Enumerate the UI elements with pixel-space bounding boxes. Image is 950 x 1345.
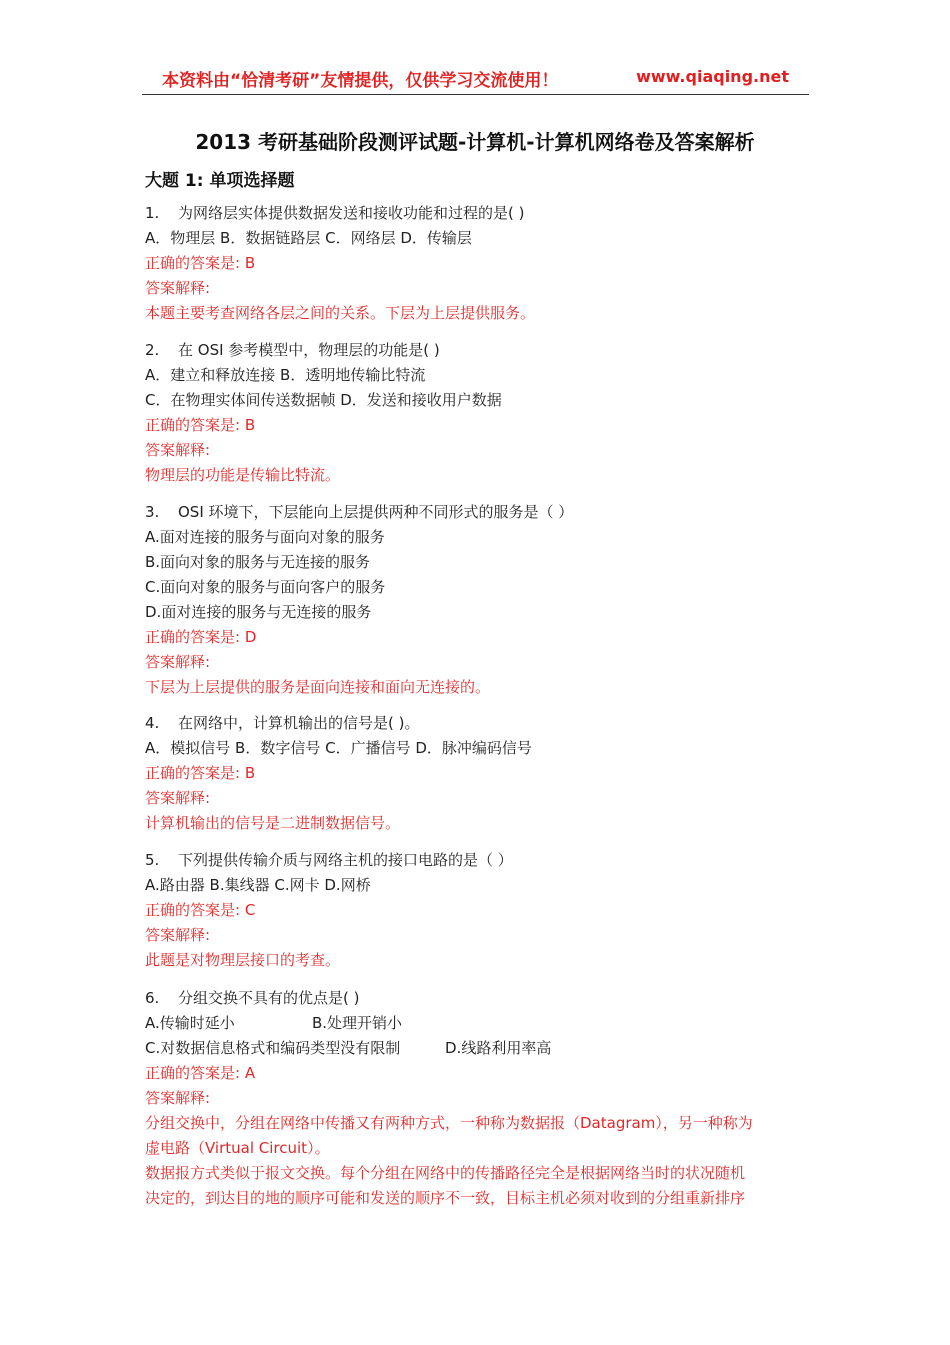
document-title: 2013 考研基础阶段测评试题-计算机-计算机网络卷及答案解析 [195,130,755,154]
explanation-label: 答案解释: [145,279,211,297]
correct-answer: 正确的答案是: B [145,764,256,782]
correct-answer: 正确的答案是: B [145,416,256,434]
explanation-label: 答案解释: [145,789,211,807]
correct-answer: 正确的答案是: A [145,1064,256,1082]
correct-answer: 正确的答案是: D [145,628,257,646]
question-4 [145,711,810,836]
explanation-text: 物理层的功能是传输比特流。 [145,466,341,484]
question-stem: 1. 为网络层实体提供数据发送和接收功能和过程的是( ) [145,204,525,222]
question-6 [145,986,810,1211]
explanation-text: 此题是对物理层接口的考查。 [145,951,341,969]
header-notice: 本资料由“恰清考研”友情提供，仅供学习交流使用！ [162,71,559,91]
section-heading: 大题 1: 单项选择题 [145,171,295,191]
question-options: C．在物理实体间传送数据帧 D．发送和接收用户数据 [145,391,502,409]
correct-answer: 正确的答案是: B [145,254,256,272]
option-d: D.面对连接的服务与无连接的服务 [145,603,372,621]
question-1 [145,201,810,326]
explanation-text-2: 虚电路（Virtual Circuit）。 [145,1139,330,1157]
explanation-label: 答案解释: [145,441,211,459]
page-header [142,66,809,95]
question-options-row-2 [145,1036,810,1061]
question-stem: 4. 在网络中，计算机输出的信号是( )。 [145,714,420,732]
explanation-label: 答案解释: [145,1089,211,1107]
question-5 [145,848,810,973]
explanation-label: 答案解释: [145,653,211,671]
explanation-text: 下层为上层提供的服务是面向连接和面向无连接的。 [145,678,491,696]
explanation-text-3: 数据报方式类似于报文交换。每个分组在网络中的传播路径完全是根据网络当时的状况随机 [145,1164,746,1182]
question-options: A．建立和释放连接 B．透明地传输比特流 [145,366,426,384]
question-3 [145,500,810,700]
header-website[interactable]: www.qiaqing.net [636,67,789,86]
question-2 [145,338,810,488]
option-b: B.处理开销小 [312,1014,403,1032]
correct-answer: 正确的答案是: C [145,901,256,919]
option-c: C.对数据信息格式和编码类型没有限制 [145,1039,401,1057]
option-a: A.面对连接的服务与面向对象的服务 [145,528,385,546]
explanation-text-1: 分组交换中，分组在网络中传播又有两种方式，一种称为数据报（Datagram），另一种称为 [145,1114,753,1132]
option-b: B.面向对象的服务与无连接的服务 [145,553,371,571]
explanation-text-4: 决定的，到达目的地的顺序可能和发送的顺序不一致，目标主机必须对收到的分组重新排序 [145,1189,746,1207]
question-options: A．模拟信号 B．数字信号 C．广播信号 D．脉冲编码信号 [145,739,532,757]
question-options-row-1 [145,1011,810,1036]
question-stem: 3. OSI 环境下，下层能向上层提供两种不同形式的服务是（ ） [145,503,574,521]
explanation-label: 答案解释: [145,926,211,944]
explanation-text: 计算机输出的信号是二进制数据信号。 [145,814,401,832]
question-stem: 5. 下列提供传输介质与网络主机的接口电路的是（ ） [145,851,513,869]
option-a: A.传输时延小 [145,1014,235,1032]
question-options: A．物理层 B．数据链路层 C．网络层 D．传输层 [145,229,472,247]
explanation-text: 本题主要考查网络各层之间的关系。下层为上层提供服务。 [145,304,536,322]
question-stem: 6. 分组交换不具有的优点是( ) [145,989,360,1007]
option-c: C.面向对象的服务与面向客户的服务 [145,578,386,596]
question-options: A.路由器 B.集线器 C.网卡 D.网桥 [145,876,371,894]
option-d: D.线路利用率高 [445,1039,552,1057]
question-stem: 2. 在 OSI 参考模型中，物理层的功能是( ) [145,341,440,359]
